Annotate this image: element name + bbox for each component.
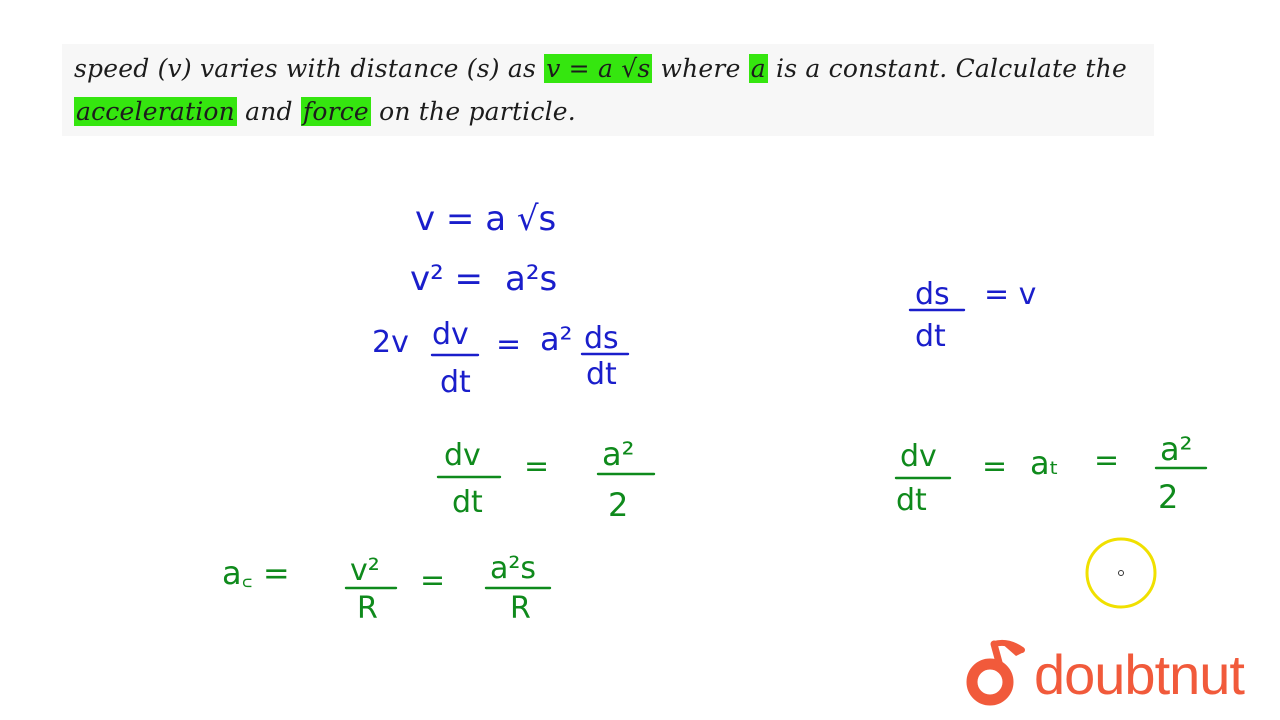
ac-a2s: a²s [490,551,537,586]
eq4-dt: dt [452,485,483,520]
eq-v-squared: v² = [410,259,484,299]
side2-a-squared: a² [1160,430,1193,468]
eq3-ds: ds [584,321,619,356]
side2-two: 2 [1158,478,1179,516]
eq-v-equals-a-root-s: v = a √s [415,199,557,239]
side-equals-v: = v [984,277,1037,312]
side2-dv: dv [900,439,937,474]
eq4-dv: dv [444,438,481,473]
question-text: where [660,54,741,83]
ac-v-squared: v² [350,553,380,588]
logo-wordmark: doubtnut [1034,643,1244,706]
doubtnut-logo [964,638,1264,712]
eq3-dv: dv [432,317,469,352]
side2-equals-2: = [1094,443,1120,478]
highlighted-force: force [302,97,369,126]
question-text: and [245,97,293,126]
side-ds: ds [915,277,950,312]
eq4-two: 2 [608,486,629,524]
cursor-highlight [1087,539,1155,607]
eq3-dt: dt [440,365,471,400]
ac-equals: = [420,563,446,598]
question-text: on the particle. [379,97,576,126]
side-dt: dt [915,319,946,354]
eq4-a-squared: a² [602,435,635,473]
eq-a-squared-s: a²s [505,259,558,299]
side2-dt: dt [896,483,927,518]
side2-a-t: aₜ [1030,444,1060,482]
doubtnut-logo-icon [964,638,1028,712]
eq3-a-squared: a² [540,320,573,358]
highlighted-equation: v = a √s [546,54,651,83]
side2-equals-1: = [982,449,1008,484]
highlighted-acceleration: acceleration [76,97,235,126]
ac-R: R [357,591,378,626]
question-text: speed (v) varies with distance (s) as [74,54,537,83]
ac-label: a꜀ = [222,554,290,592]
eq3-dt-2: dt [586,357,617,392]
eq3-equals: = [496,327,522,362]
eq3-2v: 2v [372,325,409,360]
highlighted-constant: a [750,54,766,83]
eq4-equals: = [524,449,550,484]
ac-R-2: R [510,591,531,626]
question-text: is a constant. Calculate the [776,54,1127,83]
